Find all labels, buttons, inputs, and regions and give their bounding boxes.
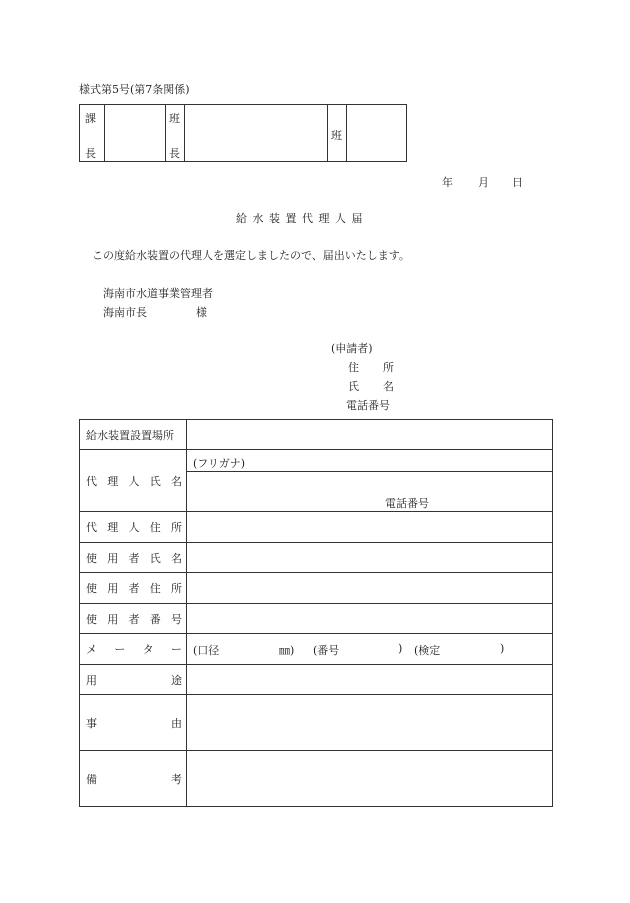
- meter-diameter-label: (口径: [193, 644, 220, 657]
- agent-address-field[interactable]: [187, 512, 552, 542]
- furigana-label: (フリガナ): [193, 457, 246, 470]
- label-char: 人: [128, 474, 140, 488]
- meter-inspection-field[interactable]: [443, 635, 499, 663]
- addressee-name: 海南市長: [103, 306, 147, 319]
- application-table: [79, 419, 553, 807]
- applicant-address-label-2: 所: [383, 361, 394, 374]
- label-char: 者: [128, 551, 140, 565]
- label-char: 途: [171, 673, 182, 687]
- label-agent-address: [86, 512, 182, 542]
- label-char: タ: [142, 643, 154, 656]
- meter-number-label: (番号: [313, 644, 340, 657]
- user-number-field[interactable]: [187, 604, 552, 633]
- addressee-line1: 海南市水道事業管理者: [103, 287, 213, 300]
- label-char: 者: [128, 582, 140, 595]
- approval-label-ka: 課: [85, 112, 96, 125]
- label-char: 所: [171, 521, 182, 534]
- usage-field[interactable]: [187, 665, 552, 694]
- label-text: 給水装置設置場所: [86, 428, 174, 442]
- meter-diameter-field[interactable]: [222, 635, 278, 663]
- label-char: 代: [86, 474, 97, 488]
- approval-stamp-area-2[interactable]: [185, 105, 327, 161]
- label-char: 所: [171, 582, 182, 595]
- label-char: 理: [107, 521, 119, 534]
- label-usage: [86, 665, 182, 694]
- label-char: 用: [86, 673, 97, 687]
- label-agent-name: [86, 450, 182, 511]
- label-char: 由: [171, 716, 182, 730]
- applicant-address-label-1: 住: [348, 361, 359, 374]
- label-user-address: [86, 573, 182, 603]
- approval-stamp-area-3[interactable]: [347, 105, 406, 161]
- label-char: 使: [86, 551, 97, 565]
- label-char: 使: [86, 582, 97, 595]
- approval-stamp-area-1[interactable]: [105, 105, 165, 161]
- date-year: 年: [442, 176, 453, 189]
- meter-inspection-label: (検定: [414, 644, 441, 657]
- user-name-field[interactable]: [187, 543, 552, 572]
- agent-furigana-field[interactable]: [187, 450, 552, 471]
- applicant-name-label-1: 氏: [348, 380, 359, 393]
- label-meter: [86, 634, 182, 664]
- label-remarks: [86, 751, 182, 806]
- label-char: 考: [171, 772, 182, 786]
- approval-divider: [327, 105, 328, 161]
- label-char: メ: [86, 643, 97, 656]
- applicant-heading: (申請者): [331, 342, 373, 355]
- approval-label-han: 班: [169, 112, 180, 125]
- label-char: 用: [107, 612, 119, 626]
- approval-label-cho2: 長: [169, 147, 180, 160]
- label-user-name: [86, 543, 182, 572]
- approval-label-cho: 長: [85, 147, 96, 160]
- user-address-field[interactable]: [187, 573, 552, 603]
- label-char: 用: [107, 582, 119, 595]
- date-month: 月: [478, 176, 489, 189]
- meter-number-close: ): [398, 642, 403, 655]
- agent-name-field[interactable]: [187, 472, 552, 511]
- approval-stamp-box: [79, 104, 407, 162]
- label-install-location: [86, 420, 182, 449]
- label-char: ー: [114, 643, 126, 656]
- agent-phone-label: 電話番号: [385, 497, 429, 510]
- meter-inspection-close: ): [500, 642, 505, 655]
- label-reason: [86, 695, 182, 750]
- label-char: 者: [128, 612, 140, 626]
- label-char: 人: [128, 521, 140, 534]
- label-char: 使: [86, 612, 97, 626]
- meter-unit-label: ㎜): [279, 644, 295, 657]
- label-user-number: [86, 604, 182, 633]
- label-char: 住: [149, 582, 161, 595]
- label-char: 備: [86, 772, 97, 786]
- applicant-name-label-2: 名: [383, 380, 394, 393]
- meter-number-field[interactable]: [342, 635, 397, 663]
- statement: この度給水装置の代理人を選定しましたので、届出いたします。: [92, 249, 410, 262]
- document-title: 給 水 装 置 代 理 人 届: [236, 212, 364, 225]
- label-char: 理: [107, 474, 119, 488]
- applicant-phone-label: 電話番号: [346, 399, 390, 412]
- label-char: ー: [170, 643, 182, 656]
- remarks-field[interactable]: [187, 751, 552, 806]
- form-number: 様式第5号(第7条関係): [79, 83, 190, 96]
- label-char: 住: [149, 521, 161, 534]
- label-char: 事: [86, 716, 97, 730]
- label-char: 氏: [149, 474, 161, 488]
- approval-label-han2: 班: [331, 129, 342, 142]
- install-location-field[interactable]: [187, 420, 552, 449]
- label-char: 名: [171, 551, 182, 565]
- label-char: 代: [86, 521, 97, 534]
- reason-field[interactable]: [187, 695, 552, 750]
- date-day: 日: [512, 176, 523, 189]
- label-char: 氏: [149, 551, 161, 565]
- label-char: 名: [171, 474, 182, 488]
- approval-divider: [165, 105, 166, 161]
- label-char: 号: [171, 612, 182, 626]
- addressee-suffix: 様: [196, 306, 207, 319]
- label-char: 番: [149, 612, 161, 626]
- label-char: 用: [107, 551, 119, 565]
